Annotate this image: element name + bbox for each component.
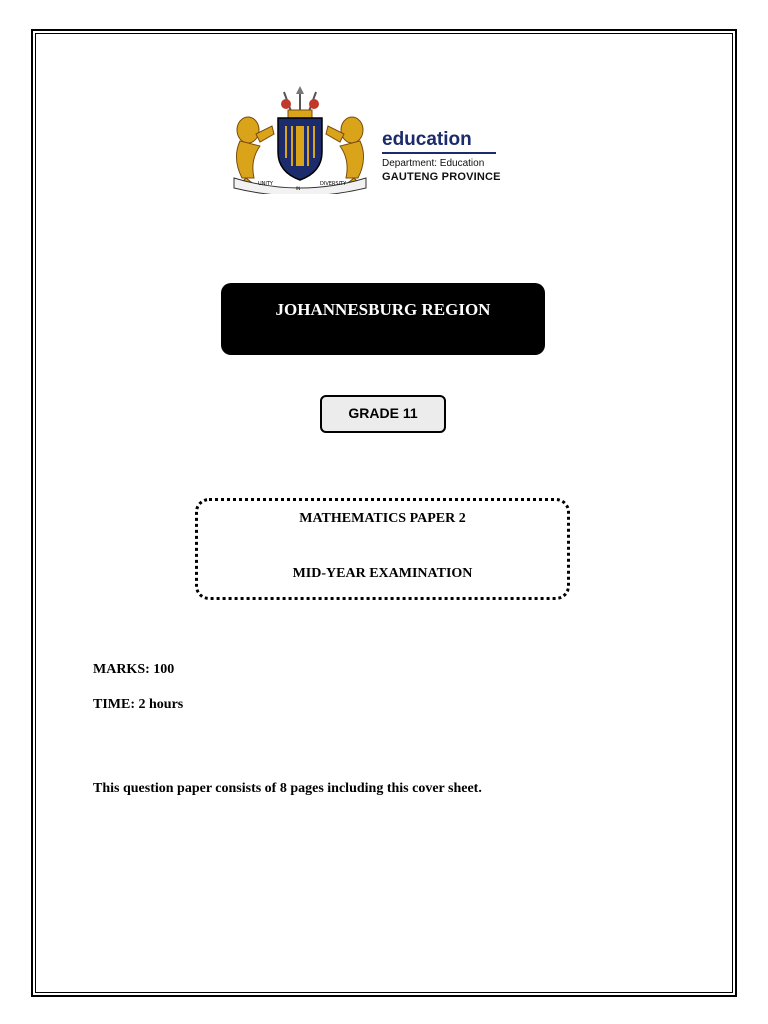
region-banner: [221, 283, 545, 355]
logo-rule: [382, 152, 496, 154]
grade-label: GRADE 11: [348, 405, 418, 421]
motto-diversity: DIVERSITY: [320, 181, 347, 187]
marks-text: MARKS: 100: [93, 662, 175, 677]
logo-department: Department: Education: [382, 158, 485, 169]
logo-education-word: education: [382, 129, 472, 150]
pages-note: This question paper consists of 8 pages including this cover sheet.: [93, 781, 482, 796]
grade-badge: [320, 395, 446, 433]
motto-unity: UNITY: [258, 181, 273, 187]
region-title: JOHANNESBURG REGION: [275, 300, 491, 319]
subject-box: [195, 498, 570, 600]
logo-province: GAUTENG PROVINCE: [382, 171, 501, 183]
gauteng-education-logo: [226, 86, 510, 194]
subject-title: MATHEMATICS PAPER 2: [299, 511, 466, 526]
motto-in: IN: [296, 186, 301, 191]
time-text: TIME: 2 hours: [93, 697, 184, 712]
logo-wordmark: [382, 130, 501, 184]
exam-title: MID-YEAR EXAMINATION: [292, 566, 473, 581]
